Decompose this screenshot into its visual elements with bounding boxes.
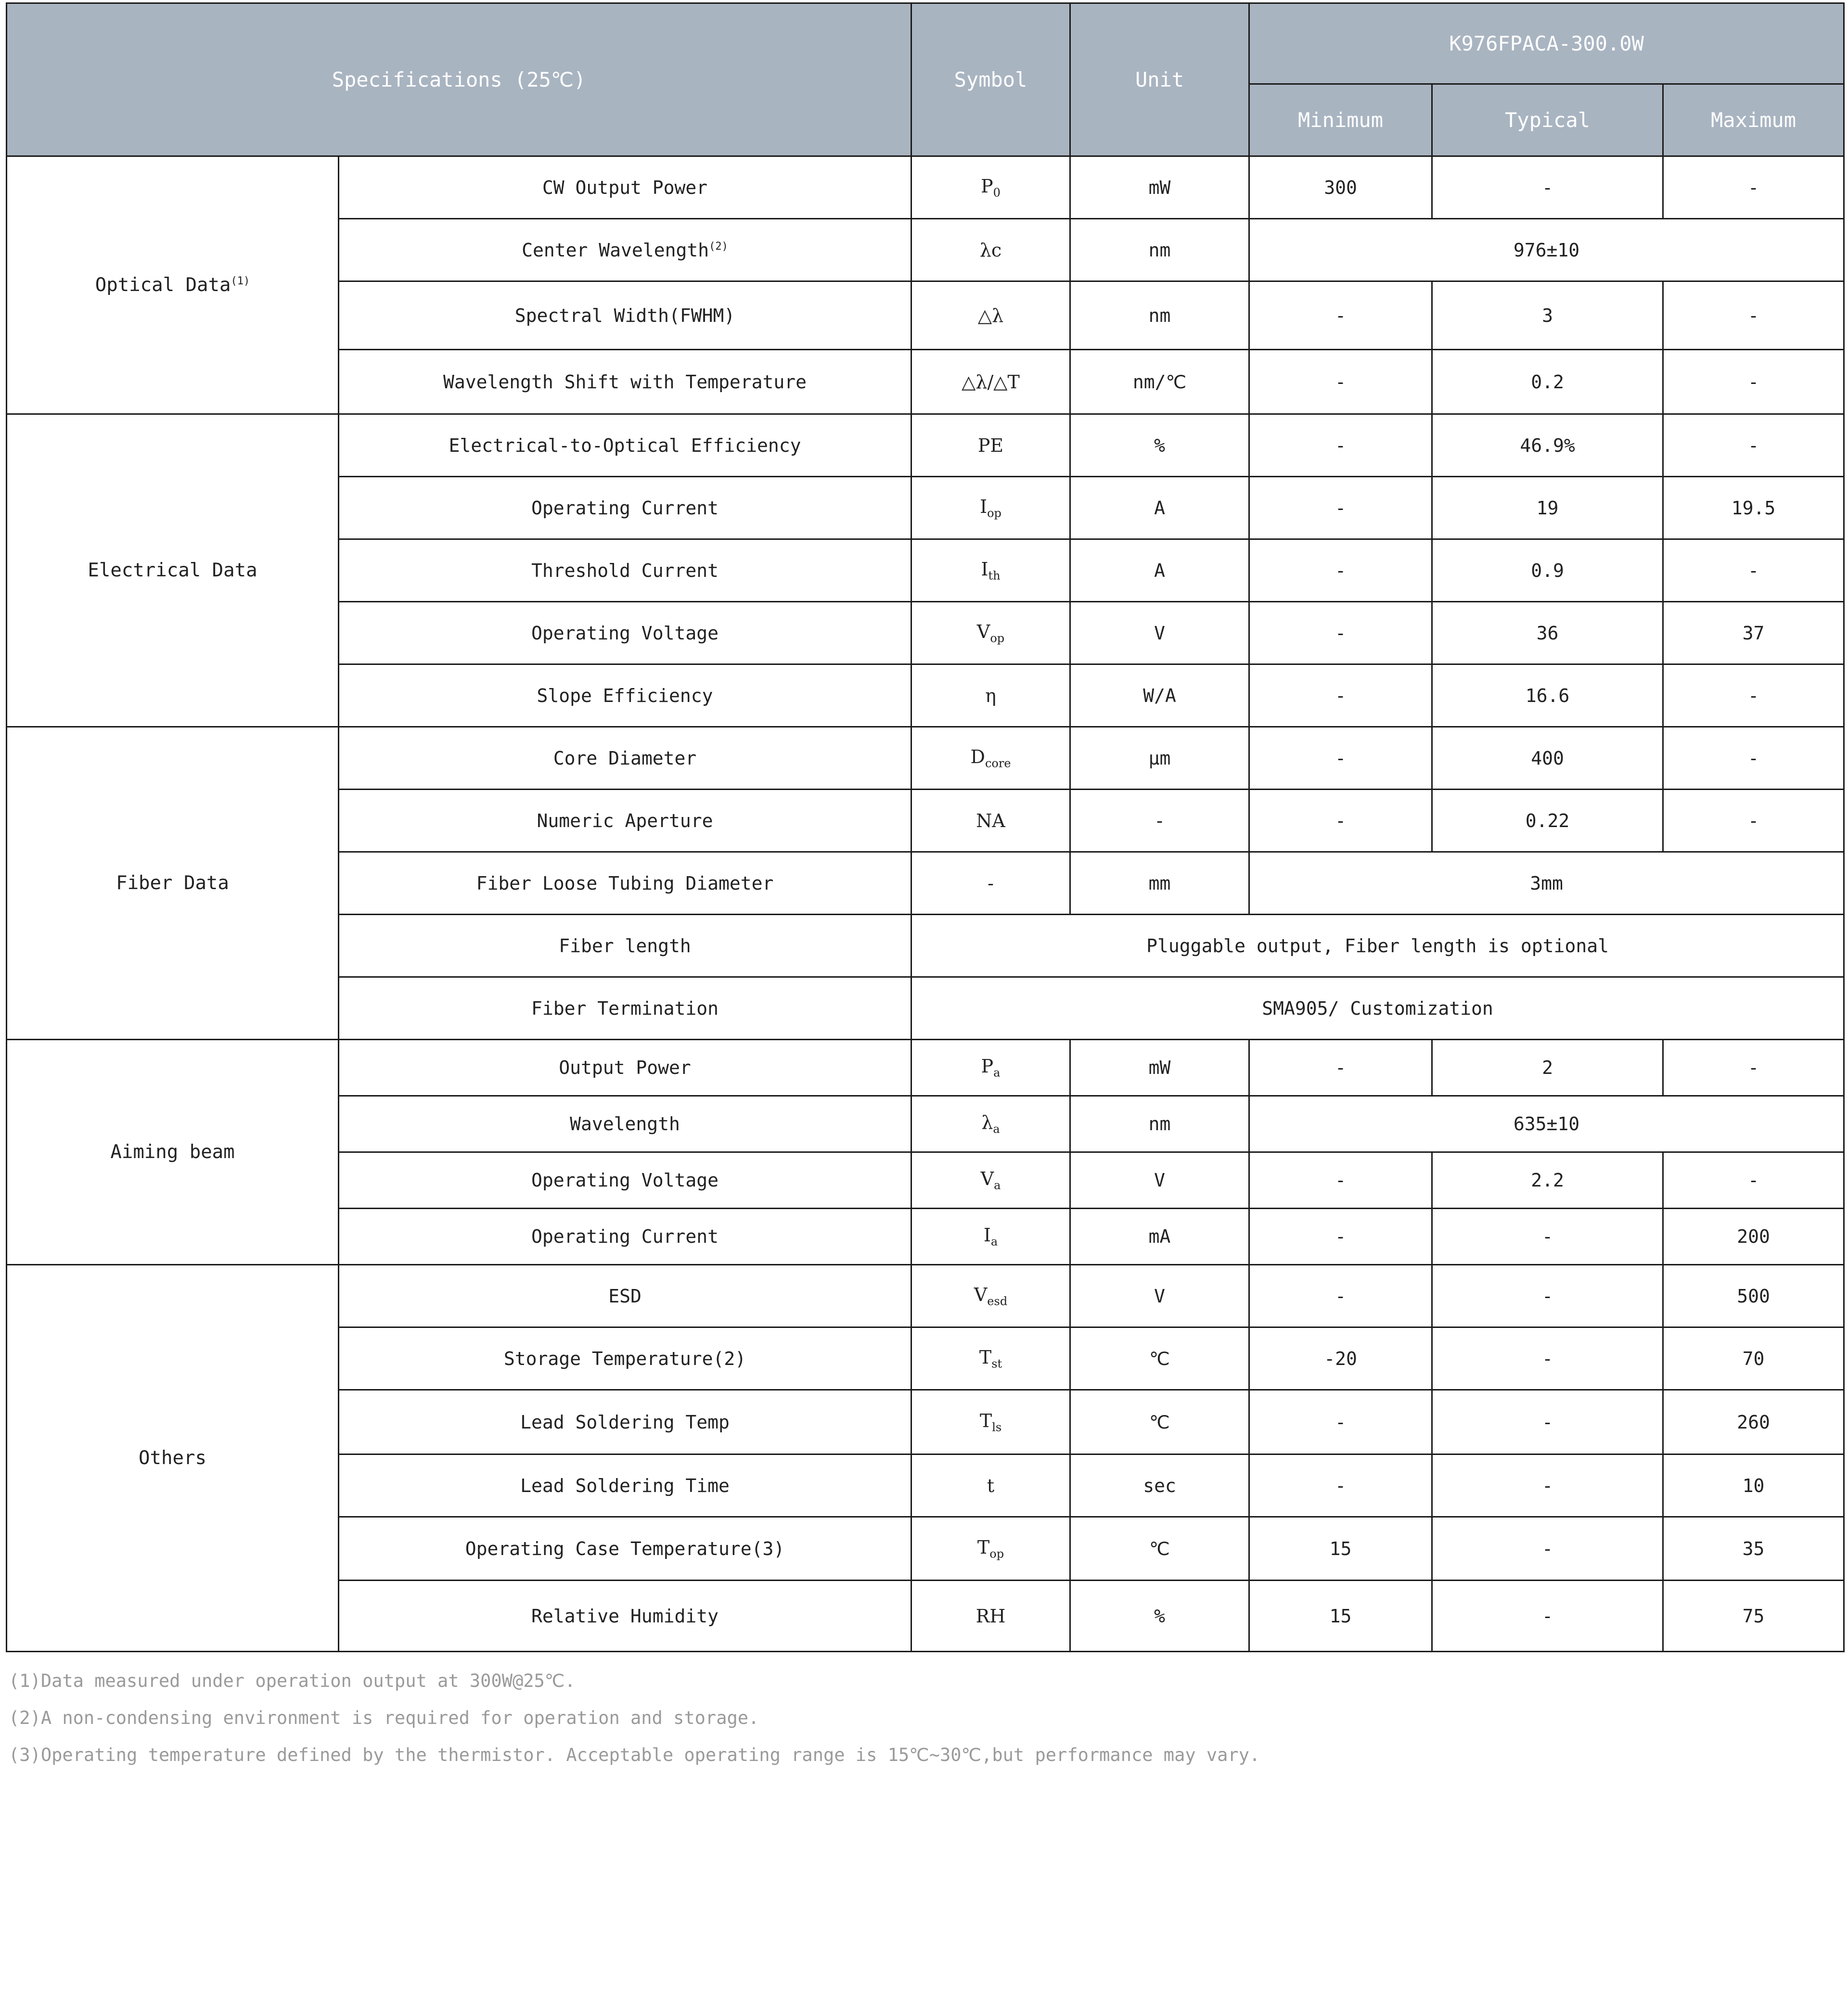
param-name: Operating Current xyxy=(339,1209,911,1265)
param-symbol: △λ/△T xyxy=(911,350,1070,414)
param-typ: 2.2 xyxy=(1432,1152,1663,1209)
param-min: -20 xyxy=(1249,1327,1432,1390)
category-fiber: Fiber Data xyxy=(7,727,339,1040)
param-name: Storage Temperature(2) xyxy=(339,1327,911,1390)
param-name: Spectral Width(FWHM) xyxy=(339,281,911,350)
param-value: SMA905/ Customization xyxy=(911,977,1844,1040)
param-max: 35 xyxy=(1663,1517,1844,1581)
param-name: Lead Soldering Temp xyxy=(339,1390,911,1454)
table-row xyxy=(7,1265,1844,1327)
param-min: - xyxy=(1249,1152,1432,1209)
param-max: 260 xyxy=(1663,1390,1844,1454)
param-name: Operating Voltage xyxy=(339,1152,911,1209)
param-max: 200 xyxy=(1663,1209,1844,1265)
param-max: 10 xyxy=(1663,1454,1844,1517)
table-row xyxy=(7,1040,1844,1096)
table-row xyxy=(7,156,1844,219)
footnotes xyxy=(9,1662,1260,1773)
param-min: 300 xyxy=(1249,156,1432,219)
header-specifications: Specifications (25℃) xyxy=(7,3,911,156)
param-typ: 3 xyxy=(1432,281,1663,350)
table-row xyxy=(7,727,1844,790)
param-typ: - xyxy=(1432,1390,1663,1454)
param-name: Fiber length xyxy=(339,915,911,977)
param-name: ESD xyxy=(339,1265,911,1327)
param-unit: ℃ xyxy=(1070,1327,1249,1390)
param-symbol: $I_{th}$ xyxy=(911,539,1070,602)
param-name: Core Diameter xyxy=(339,727,911,790)
category-others: Others xyxy=(7,1265,339,1652)
param-min: - xyxy=(1249,350,1432,414)
param-max: 37 xyxy=(1663,602,1844,664)
param-unit: mm xyxy=(1070,852,1249,915)
header-symbol: Symbol xyxy=(911,3,1070,156)
param-name: Slope Efficiency xyxy=(339,664,911,727)
param-symbol: $T_{st}$ xyxy=(911,1327,1070,1390)
param-min: 15 xyxy=(1249,1581,1432,1652)
param-min: - xyxy=(1249,1454,1432,1517)
param-min: - xyxy=(1249,1390,1432,1454)
param-unit: % xyxy=(1070,1581,1249,1652)
param-name: Center Wavelength$^{(2)}$ xyxy=(339,219,911,281)
header-typical: Typical xyxy=(1432,84,1663,156)
param-min: - xyxy=(1249,1209,1432,1265)
param-symbol: $P_a$ xyxy=(911,1040,1070,1096)
param-min: - xyxy=(1249,539,1432,602)
param-max: - xyxy=(1663,1040,1844,1096)
param-name: Numeric Aperture xyxy=(339,790,911,852)
footnote-1: (1)Data measured under operation output at 300W@25℃. xyxy=(9,1671,576,1691)
param-unit: nm xyxy=(1070,219,1249,281)
param-name: Lead Soldering Time xyxy=(339,1454,911,1517)
param-unit: nm xyxy=(1070,1096,1249,1152)
param-unit: - xyxy=(1070,790,1249,852)
param-symbol: $I_{op}$ xyxy=(911,477,1070,539)
param-unit: V xyxy=(1070,1265,1249,1327)
param-min: - xyxy=(1249,414,1432,477)
param-value: 976±10 xyxy=(1249,219,1844,281)
param-typ: 2 xyxy=(1432,1040,1663,1096)
param-unit: V xyxy=(1070,1152,1249,1209)
param-name: Output Power xyxy=(339,1040,911,1096)
param-unit: A xyxy=(1070,539,1249,602)
param-max: 70 xyxy=(1663,1327,1844,1390)
param-symbol: $D_{core}$ xyxy=(911,727,1070,790)
param-name: Electrical-to-Optical Efficiency xyxy=(339,414,911,477)
param-value: Pluggable output, Fiber length is optional xyxy=(911,915,1844,977)
param-unit: nm/℃ xyxy=(1070,350,1249,414)
param-max: 75 xyxy=(1663,1581,1844,1652)
param-unit: A xyxy=(1070,477,1249,539)
param-symbol: $\lambda_a$ xyxy=(911,1096,1070,1152)
param-max: - xyxy=(1663,727,1844,790)
param-name: Threshold Current xyxy=(339,539,911,602)
footnote-3: (3)Operating temperature defined by the thermistor. Acceptable operating range is 15℃~30℃,but performance may vary. xyxy=(9,1745,1260,1765)
param-symbol: RH xyxy=(911,1581,1070,1652)
param-unit: % xyxy=(1070,414,1249,477)
param-symbol: - xyxy=(911,852,1070,915)
param-typ: - xyxy=(1432,1265,1663,1327)
param-min: - xyxy=(1249,790,1432,852)
param-typ: 0.9 xyxy=(1432,539,1663,602)
param-symbol: $T_{op}$ xyxy=(911,1517,1070,1581)
param-symbol: η xyxy=(911,664,1070,727)
category-electrical: Electrical Data xyxy=(7,414,339,727)
param-typ: - xyxy=(1432,1454,1663,1517)
param-typ: 19 xyxy=(1432,477,1663,539)
param-name: Wavelength xyxy=(339,1096,911,1152)
param-symbol: PE xyxy=(911,414,1070,477)
param-max: - xyxy=(1663,790,1844,852)
param-symbol: $V_a$ xyxy=(911,1152,1070,1209)
param-max: - xyxy=(1663,664,1844,727)
param-typ: 0.22 xyxy=(1432,790,1663,852)
category-aiming: Aiming beam xyxy=(7,1040,339,1265)
param-min: - xyxy=(1249,602,1432,664)
param-value: 3mm xyxy=(1249,852,1844,915)
param-symbol: $V_{op}$ xyxy=(911,602,1070,664)
table-row xyxy=(7,414,1844,477)
param-max: - xyxy=(1663,156,1844,219)
param-name: Operating Case Temperature(3) xyxy=(339,1517,911,1581)
param-min: - xyxy=(1249,477,1432,539)
param-symbol: NA xyxy=(911,790,1070,852)
param-value: 635±10 xyxy=(1249,1096,1844,1152)
param-max: - xyxy=(1663,414,1844,477)
param-max: - xyxy=(1663,1152,1844,1209)
footnote-2: (2)A non-condensing environment is required for operation and storage. xyxy=(9,1708,759,1728)
param-name: Fiber Loose Tubing Diameter xyxy=(339,852,911,915)
param-name: CW Output Power xyxy=(339,156,911,219)
param-typ: - xyxy=(1432,1209,1663,1265)
param-typ: - xyxy=(1432,1517,1663,1581)
param-symbol: $P_0$ xyxy=(911,156,1070,219)
param-unit: W/A xyxy=(1070,664,1249,727)
param-name: Fiber Termination xyxy=(339,977,911,1040)
param-typ: - xyxy=(1432,1581,1663,1652)
param-min: - xyxy=(1249,281,1432,350)
param-name: Operating Voltage xyxy=(339,602,911,664)
param-max: - xyxy=(1663,350,1844,414)
param-max: 500 xyxy=(1663,1265,1844,1327)
param-symbol: t xyxy=(911,1454,1070,1517)
param-name: Wavelength Shift with Temperature xyxy=(339,350,911,414)
param-unit: ℃ xyxy=(1070,1390,1249,1454)
param-min: 15 xyxy=(1249,1517,1432,1581)
param-typ: 16.6 xyxy=(1432,664,1663,727)
param-unit: mW xyxy=(1070,156,1249,219)
param-unit: V xyxy=(1070,602,1249,664)
param-max: - xyxy=(1663,539,1844,602)
param-typ: - xyxy=(1432,156,1663,219)
param-typ: 46.9% xyxy=(1432,414,1663,477)
param-symbol: $T_{ls}$ xyxy=(911,1390,1070,1454)
header-unit: Unit xyxy=(1070,3,1249,156)
param-unit: mA xyxy=(1070,1209,1249,1265)
param-unit: sec xyxy=(1070,1454,1249,1517)
param-unit: ℃ xyxy=(1070,1517,1249,1581)
param-name: Relative Humidity xyxy=(339,1581,911,1652)
spec-table xyxy=(6,2,1845,1652)
param-name: Operating Current xyxy=(339,477,911,539)
param-unit: nm xyxy=(1070,281,1249,350)
param-symbol: △λ xyxy=(911,281,1070,350)
param-max: 19.5 xyxy=(1663,477,1844,539)
header-model: K976FPACA-300.0W xyxy=(1249,3,1844,84)
param-typ: 400 xyxy=(1432,727,1663,790)
param-max: - xyxy=(1663,281,1844,350)
param-typ: - xyxy=(1432,1327,1663,1390)
param-symbol: $I_a$ xyxy=(911,1209,1070,1265)
param-min: - xyxy=(1249,1265,1432,1327)
param-min: - xyxy=(1249,727,1432,790)
param-typ: 0.2 xyxy=(1432,350,1663,414)
param-min: - xyxy=(1249,1040,1432,1096)
param-unit: μm xyxy=(1070,727,1249,790)
param-typ: 36 xyxy=(1432,602,1663,664)
header-minimum: Minimum xyxy=(1249,84,1432,156)
param-min: - xyxy=(1249,664,1432,727)
param-symbol: $V_{esd}$ xyxy=(911,1265,1070,1327)
header-maximum: Maximum xyxy=(1663,84,1844,156)
param-unit: mW xyxy=(1070,1040,1249,1096)
category-optical: Optical Data$^{(1)}$ xyxy=(7,156,339,414)
param-symbol: λc xyxy=(911,219,1070,281)
